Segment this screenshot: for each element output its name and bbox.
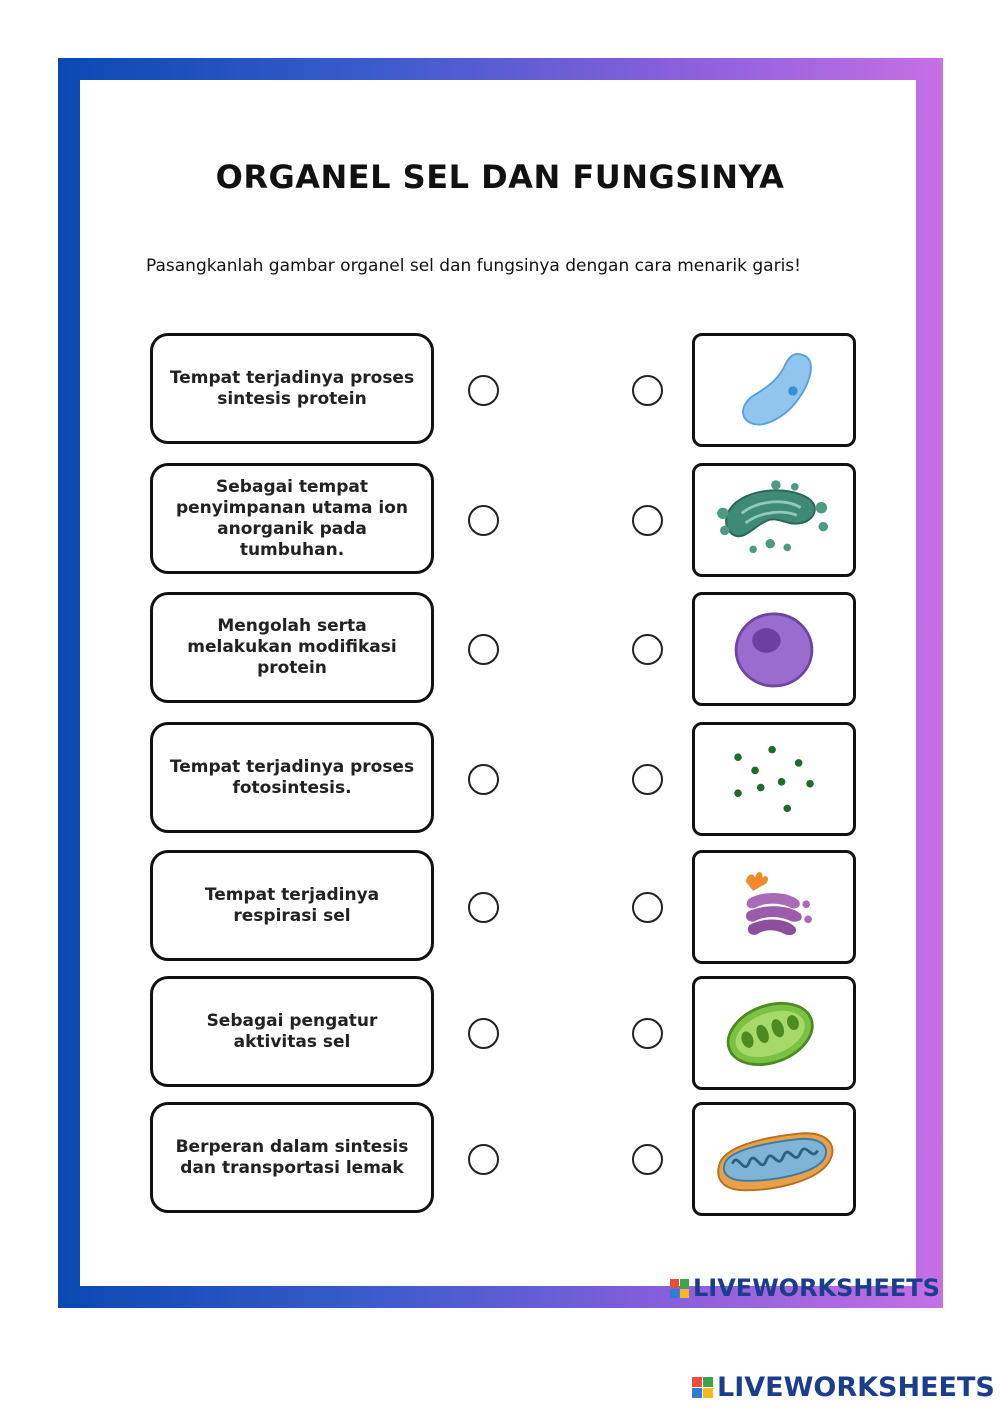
right-match-dot-4[interactable] [632, 764, 663, 795]
function-box-2 [150, 463, 434, 574]
left-match-dot-2[interactable] [468, 505, 499, 536]
function-text-7: Berperan dalam sintesis dan transportasi lemak [175, 1136, 409, 1178]
footer-liveworksheets-logo[interactable] [692, 1372, 995, 1403]
right-match-dot-1[interactable] [632, 375, 663, 406]
image-box-6 [692, 976, 856, 1090]
function-box-5 [150, 850, 434, 961]
footer-logo-icon [692, 1377, 713, 1398]
left-match-dot-5[interactable] [468, 892, 499, 923]
image-box-3 [692, 592, 856, 706]
function-box-1 [150, 333, 434, 444]
ribosome-icon [695, 725, 853, 833]
page-title: ORGANEL SEL DAN FUNGSINYA [215, 158, 785, 196]
golgi-icon [695, 853, 853, 961]
function-text-4: Tempat terjadinya proses fotosintesis. [169, 756, 415, 798]
right-match-dot-2[interactable] [632, 505, 663, 536]
image-box-4 [692, 722, 856, 836]
function-text-3: Mengolah serta melakukan modifikasi protein [187, 616, 397, 678]
function-box-7 [150, 1102, 434, 1213]
smooth-er-icon [695, 466, 853, 574]
image-box-2 [692, 463, 856, 577]
right-match-dot-5[interactable] [632, 892, 663, 923]
liveworksheets-logo[interactable] [670, 1274, 940, 1302]
left-match-dot-4[interactable] [468, 764, 499, 795]
right-match-dot-7[interactable] [632, 1144, 663, 1175]
function-text-2: Sebagai tempat penyimpanan utama ion anorganik pada tumbuhan. [175, 476, 409, 560]
vacuole-icon [695, 336, 853, 444]
image-box-1 [692, 333, 856, 447]
function-box-3 [150, 592, 434, 703]
nucleus-icon [695, 595, 853, 703]
mitochondria-icon [695, 1105, 853, 1213]
image-box-7 [692, 1102, 856, 1216]
logo-text: LIVEWORKSHEETS [693, 1274, 940, 1302]
left-match-dot-6[interactable] [468, 1018, 499, 1049]
chloroplast-icon [695, 979, 853, 1087]
left-match-dot-1[interactable] [468, 375, 499, 406]
footer-logo-text: LIVEWORKSHEETS [717, 1372, 995, 1403]
instruction-text: Pasangkanlah gambar organel sel dan fungsinya dengan cara menarik garis! [146, 256, 801, 276]
function-text-1: Tempat terjadinya proses sintesis protein [169, 367, 415, 409]
function-box-6 [150, 976, 434, 1087]
function-box-4 [150, 722, 434, 833]
image-box-5 [692, 850, 856, 964]
logo-icon [670, 1279, 689, 1298]
function-text-5: Tempat terjadinya respirasi sel [204, 884, 380, 926]
right-match-dot-3[interactable] [632, 634, 663, 665]
left-match-dot-3[interactable] [468, 634, 499, 665]
left-match-dot-7[interactable] [468, 1144, 499, 1175]
function-text-6: Sebagai pengatur aktivitas sel [206, 1010, 378, 1052]
right-match-dot-6[interactable] [632, 1018, 663, 1049]
